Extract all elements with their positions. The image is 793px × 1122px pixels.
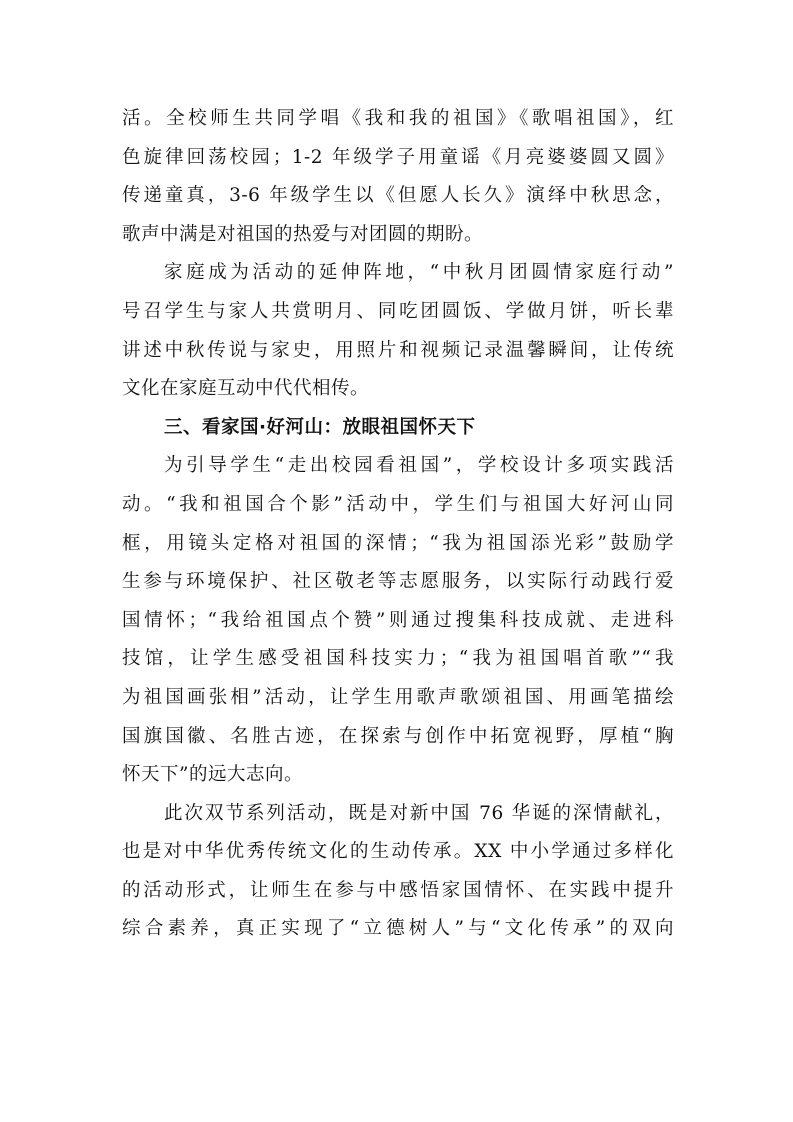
section-heading: 三、看家国·好河山：放眼祖国怀天下 bbox=[164, 416, 476, 438]
paragraph-summary bbox=[122, 795, 674, 949]
text-line: 歌声中满是对祖国的热爱与对团圆的期盼。 bbox=[122, 223, 484, 245]
text-line: 家庭成为活动的延伸阵地，“中秋月团圆情家庭行动” bbox=[164, 262, 674, 284]
text-line: 的活动形式，让师生在参与中感悟家国情怀、在实践中提升 bbox=[122, 879, 674, 901]
text-line: 综合素养，真正实现了“立德树人”与“文化传承”的双向 bbox=[122, 918, 674, 940]
document-body bbox=[122, 100, 674, 949]
text-line: 生参与环境保护、社区敬老等志愿服务，以实际行动践行爱 bbox=[122, 571, 674, 593]
text-line: 号召学生与家人共赏明月、同吃团圆饭、学做月饼，听长辈 bbox=[122, 300, 674, 322]
text-line: 动。“我和祖国合个影”活动中，学生们与祖国大好河山同 bbox=[122, 493, 674, 515]
text-line: 为引导学生“走出校园看祖国”，学校设计多项实践活 bbox=[164, 455, 674, 477]
text-line: 此次双节系列活动，既是对新中国 76 华诞的深情献礼， bbox=[164, 802, 674, 824]
paragraph-family bbox=[122, 254, 674, 408]
text-line: 文化在家庭互动中代代相传。 bbox=[122, 378, 370, 400]
text-line: 也是对中华优秀传统文化的生动传承。XX 中小学通过多样化 bbox=[122, 841, 674, 863]
text-line: 技馆，让学生感受祖国科技实力；“我为祖国唱首歌”“我 bbox=[122, 648, 674, 670]
text-line: 讲述中秋传说与家史，用照片和视频记录温馨瞬间，让传统 bbox=[122, 339, 674, 361]
text-line: 框，用镜头定格对祖国的深情；“我为祖国添光彩”鼓励学 bbox=[122, 532, 674, 554]
text-line: 国旗国徽、名胜古迹，在探索与创作中拓宽视野，厚植“胸 bbox=[122, 725, 674, 747]
text-line: 色旋律回荡校园；1-2 年级学子用童谣《月亮婆婆圆又圆》 bbox=[122, 146, 674, 168]
text-line: 传递童真，3-6 年级学生以《但愿人长久》演绎中秋思念， bbox=[122, 185, 674, 207]
paragraph-practice bbox=[122, 447, 674, 794]
text-line: 为祖国画张相”活动，让学生用歌声歌颂祖国、用画笔描绘 bbox=[122, 686, 674, 708]
text-line: 活。全校师生共同学唱《我和我的祖国》《歌唱祖国》，红 bbox=[122, 108, 674, 129]
paragraph-singing bbox=[122, 100, 674, 254]
text-line: 国情怀；“我给祖国点个赞”则通过搜集科技成就、走进科 bbox=[122, 609, 674, 631]
text-line: 怀天下”的远大志向。 bbox=[122, 764, 303, 786]
